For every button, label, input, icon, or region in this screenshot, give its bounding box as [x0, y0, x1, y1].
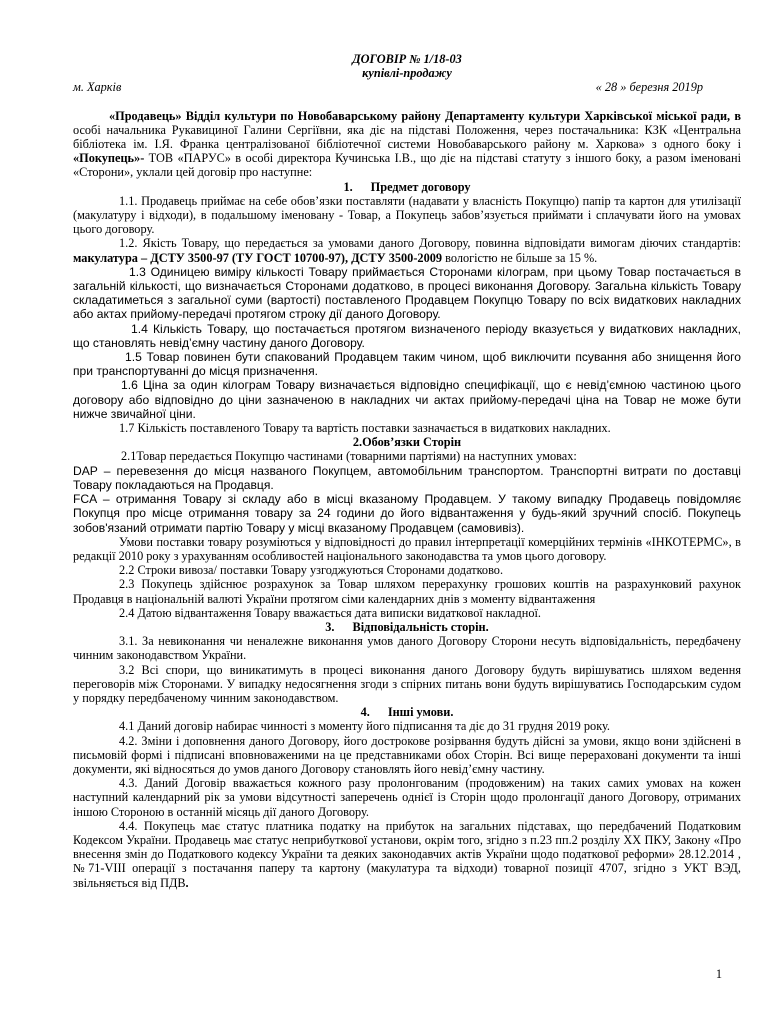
contract-title: ДОГОВІР № 1/18-03	[352, 52, 462, 66]
clause-dap: DAP – перевезення до місця названого Покупцем, автомобільним транспортом. Транспортні витрати по доставці Товару покладаються на Продавця.	[73, 463, 741, 492]
section-3-heading: 3. Відповідальність сторін.	[325, 619, 489, 634]
seller-name: Відділ культури по Новобаварському району Департаменту культури Харківської міської ради, в	[181, 108, 741, 123]
section-1-heading: 1. Предмет договору	[343, 179, 471, 194]
clause-1-6: 1.6 Ціна за один кілограм Товару визначається відповідно специфікації, що є невід’ємною частиною цього договору або відповідно до ціни зазначеною в накладних чи актах прийому-передачі ціна на Товар не може бути нижче звичайної ціни.	[73, 378, 741, 421]
clause-fca: FCA – отримання Товару зі складу або в місці вказаному Продавцем. У такому випадку Продавець повідомляє Покупця про місце отримання товару за 24 години до його відвантаження у будь-який зручний спосіб. Покупець зобов'язаний отримати партію Товару у місці вказаному Продавцем (самовивіз).	[73, 492, 741, 535]
clause-4-4: 4.4. Покупець має статус платника податку на прибуток на загальних підставах, що передбачений Податковим Кодексом України. Продавець має статус неприбуткової установи, окрім того, згідно з п.23 пп.2 розділу ХХ ПКУ, Закону «Про внесення змін до Податкового кодексу України та деяких законодавчих актів України щодо податкової реформи» 28.12.2014 , №71-VIII операції з постачання паперу та картону (макулатура та відходи) товарної позиції 4707, згідно з УКТ ВЭД, звільняється від ПДВ.	[73, 818, 741, 890]
section-2-heading: 2.Обов’язки Сторін	[352, 435, 462, 450]
city: м. Харків	[73, 80, 122, 95]
contract-page	[73, 52, 741, 890]
intro-text-1: особі начальника Рукавициної Галини Сергіївни, яка діє на підставі Положення, через постачальника: КЗК «Центральна бібліотека ім. І.Я. Франка централізованої бібліотечної системи Новобаварського району м. Харкова» з одного боку і	[73, 122, 741, 152]
clause-3-2: 3.2 Всі спори, що виникатимуть в процесі виконання даного Договору будуть вирішуватись шляхом ведення переговорів між Сторонами. У випадку недосягнення згоди з спірних питань вони будуть вирішуватись Господарським судом у порядку передбаченому чинним законодавством.	[73, 662, 741, 705]
clause-3-1: 3.1. За невиконання чи неналежне виконання умов даного Договору Сторони несуть відповідальність, передбачену чинним законодавством України.	[73, 634, 741, 663]
clause-1-7: 1.7 Кількість поставленого Товару та вартість поставки зазначається в видаткових накладних.	[119, 421, 611, 436]
intro-paragraph	[73, 109, 741, 180]
clause-2-1: 2.1Товар передається Покупцю частинами (товарними партіями) на наступних умовах:	[121, 449, 577, 464]
clause-4-2: 4.2. Зміни і доповнення даного Договору, його дострокове розірвання будуть дійсні за умови, якщо вони здійснені в письмовій формі і підписані вповноваженими на це представниками обох Сторін. Всі вище перераховані документи та інші документи, які відносяться до умов даного Договору становлять його невід’ємну частину.	[73, 733, 741, 776]
clause-1-4: 1.4 Кількість Товару, що постачається протягом визначеного періоду вказується у видаткових накладних, що становлять невід’ємну частину даного Договору.	[73, 321, 741, 350]
clause-2-3: 2.3 Покупець здійснює розрахунок за Товар шляхом перерахунку грошових коштів на разрахунковий рахунок Продавця в національній валюті України протягом сіми календарних днів з моменту відвантаження	[73, 577, 741, 606]
seller-label: «Продавець»	[109, 108, 182, 123]
page-number: 1	[715, 967, 722, 981]
clause-1-5: 1.5 Товар повинен бути спакований Продавцем таким чином, щоб виключити псування або знищення його при транспортуванні до місця призначення.	[73, 350, 741, 379]
clause-4-1: 4.1 Даний договір набирає чинності з моменту його підписання та діє до 31 грудня 2019 року.	[119, 719, 610, 734]
clause-incoterms: Умови поставки товару розуміються у відповідності до правил інтерпретації комерційних термінів «ІНКОТЕРМС», в редакції 2010 року з урахуванням особливостей національного законодавства та умов цього договору.	[73, 534, 741, 563]
clause-1-3: 1.3 Одиницею виміру кількості Товару приймається Сторонами кілограм, при цьому Товар постачається в загальній кількості, що визначається Сторонами додатково, в процесі виконання Договору. Загальна кількість Товару складатиметься з загальної суми (вартості) поставленого Продавцем Покупцю Товару по всіх видаткових накладних або актах прийому-передачі протягом строку дії даного Договору.	[73, 264, 741, 322]
place-date-line	[73, 80, 741, 94]
clause-2-4: 2.4 Датою відвантаження Товару вважається дата виписки видаткової накладної.	[119, 605, 541, 620]
clause-1-2: 1.2. Якість Товару, що передається за умовами даного Договору, повинна відповідати вимогам діючих стандартів: макулатура – ДСТУ 3500-97 (ТУ ГОСТ 10700-97), ДСТУ 3500-2009 вологістю не більше за 15 %.	[73, 236, 741, 265]
intro-text-2: ТОВ «ПАРУС» в особі директора Кучинська І.В., що діє на підставі статуту з іншого боку, а разом іменовані «Сторони», уклали цей договір про наступне:	[73, 151, 741, 180]
clause-1-1: 1.1. Продавець приймає на себе обов’язки поставляти (надавати у власність Покупцю) папір та картон для утилізації (макулатуру і відходи), в подальшому іменовану - Товар, а Покупець забов’язується приймати і сплачувати його на умовах цього договору.	[73, 193, 741, 237]
contract-date: « 28 » березня 2019р	[595, 80, 703, 95]
standards: макулатура – ДСТУ 3500-97 (ТУ ГОСТ 10700-97), ДСТУ 3500-2009	[73, 250, 443, 265]
clause-4-3: 4.3. Даний Договір вважається кожного разу пролонгованим (продовженим) на таких самих умовах на кожен наступний календарний рік за умови відсутності заперечень однієї із Сторін щодо пролонгації даного Договору, отриманих іншою Стороною в останній місяць дії даного Договору.	[73, 776, 741, 819]
section-4-heading: 4. Інші умови.	[360, 705, 454, 720]
buyer-label: «Покупець»-	[73, 151, 145, 166]
contract-subtitle: купівлі-продажу	[362, 66, 452, 81]
clause-2-2: 2.2 Строки вивоза/ поставки Товару узгоджуються Сторонами додатково.	[119, 563, 504, 578]
